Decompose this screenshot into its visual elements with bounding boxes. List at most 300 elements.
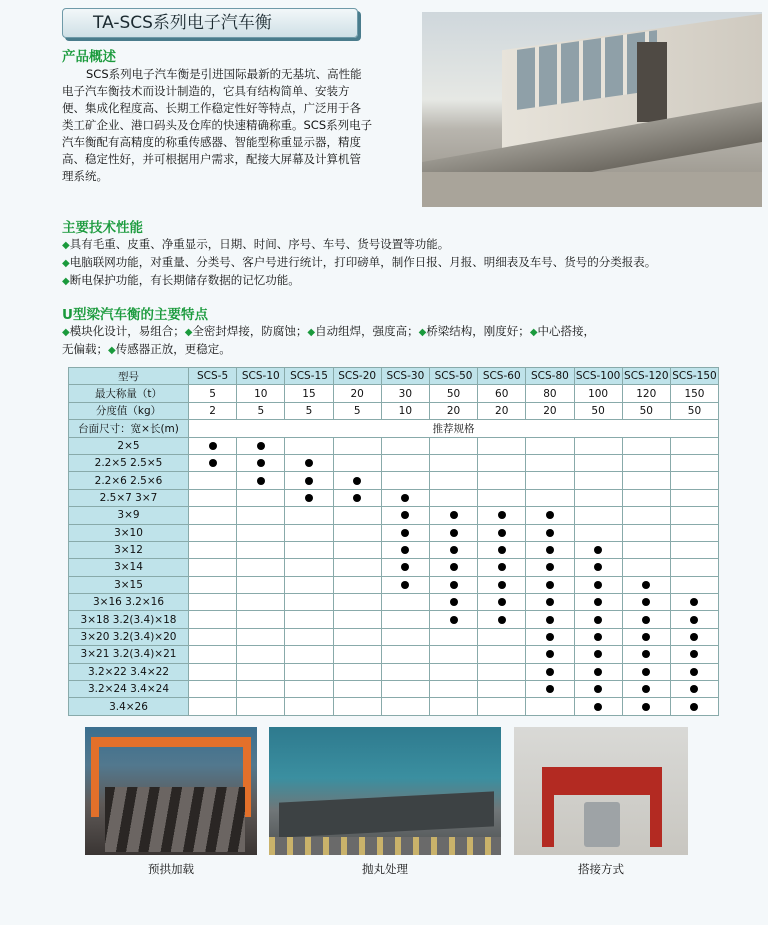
recommended-dot-icon [690, 616, 698, 624]
diamond-bullet-icon: ◆ [62, 258, 70, 269]
recommended-dot-icon [690, 598, 698, 606]
recommended-dot-icon [594, 616, 602, 624]
table-row [69, 454, 719, 471]
mark-cell [189, 611, 237, 628]
mark-cell [333, 611, 381, 628]
diamond-bullet-icon: ◆ [62, 240, 70, 251]
recommended-dot-icon [546, 546, 554, 554]
recommended-dot-icon [257, 477, 265, 485]
mark-cell [429, 663, 477, 680]
size-label: 2.2×5 2.5×5 [69, 454, 189, 471]
diamond-bullet-icon: ◆ [184, 327, 193, 338]
mark-cell [478, 489, 526, 506]
mark-cell [189, 559, 237, 576]
recommended-dot-icon [498, 529, 506, 537]
table-row [69, 576, 719, 593]
overview-line: 类工矿企业、港口码头及仓库的快速精确称重。SCS系列电子 [62, 118, 373, 132]
model-cell: SCS-150 [670, 368, 718, 385]
recommended-dot-icon [594, 563, 602, 571]
mark-cell [189, 681, 237, 698]
mark-cell [574, 681, 622, 698]
recommended-dot-icon [546, 511, 554, 519]
capacity-cell: 120 [622, 385, 670, 402]
ubeam-feature: 模块化设计，易组合； [69, 324, 185, 338]
mark-cell [622, 594, 670, 611]
mark-cell [478, 472, 526, 489]
recommended-dot-icon [594, 668, 602, 676]
mark-cell [574, 437, 622, 454]
mark-cell [189, 507, 237, 524]
caption-shot-blast: 抛丸处理 [362, 862, 408, 876]
division-header: 分度值（kg） [69, 402, 189, 419]
recommended-dot-icon [450, 598, 458, 606]
mark-cell [670, 524, 718, 541]
tech-item [62, 236, 449, 254]
recommended-dot-icon [546, 650, 554, 658]
model-cell: SCS-120 [622, 368, 670, 385]
recommended-dot-icon [642, 581, 650, 589]
mark-cell [526, 524, 574, 541]
mark-cell [381, 594, 429, 611]
mark-cell [670, 541, 718, 558]
mark-cell [381, 489, 429, 506]
table-row [69, 559, 719, 576]
recommended-dot-icon [690, 668, 698, 676]
recommended-dot-icon [257, 459, 265, 467]
diamond-bullet-icon: ◆ [307, 327, 316, 338]
model-header: 型号 [69, 368, 189, 385]
size-label: 3×18 3.2(3.4)×18 [69, 611, 189, 628]
ubeam-feature: 中心搭接， [537, 324, 596, 338]
table-row [69, 594, 719, 611]
mark-cell [622, 663, 670, 680]
capacity-cell: 60 [478, 385, 526, 402]
recommended-dot-icon [401, 529, 409, 537]
mark-cell [574, 663, 622, 680]
division-cell: 20 [429, 402, 477, 419]
mark-cell [333, 663, 381, 680]
capacity-row [69, 385, 719, 402]
mark-cell [622, 541, 670, 558]
mark-cell [333, 681, 381, 698]
recommended-dot-icon [498, 511, 506, 519]
recommended-dot-icon [690, 650, 698, 658]
caption-pre-arch: 预拱加载 [148, 862, 194, 876]
mark-cell [429, 541, 477, 558]
model-cell: SCS-80 [526, 368, 574, 385]
recommended-dot-icon [546, 616, 554, 624]
mark-cell [237, 507, 285, 524]
ubeam-feature: 桥梁结构，刚度好； [426, 324, 530, 338]
recommended-dot-icon [209, 459, 217, 467]
table-row [69, 663, 719, 680]
recommended-dot-icon [690, 703, 698, 711]
recommended-dot-icon [450, 546, 458, 554]
table-row [69, 507, 719, 524]
mark-cell [381, 628, 429, 645]
capacity-cell: 100 [574, 385, 622, 402]
ubeam-feature: 传感器正放，更稳定。 [115, 342, 231, 356]
mark-cell [237, 698, 285, 715]
mark-cell [189, 628, 237, 645]
recommended-dot-icon [594, 546, 602, 554]
recommended-dot-icon [401, 546, 409, 554]
mark-cell [189, 541, 237, 558]
recommended-dot-icon [594, 685, 602, 693]
size-label: 3×9 [69, 507, 189, 524]
recommended-dot-icon [690, 685, 698, 693]
mark-cell [574, 454, 622, 471]
size-label: 2.5×7 3×7 [69, 489, 189, 506]
mark-cell [237, 524, 285, 541]
mark-cell [574, 576, 622, 593]
size-label: 3.4×26 [69, 698, 189, 715]
mark-cell [189, 663, 237, 680]
mark-cell [285, 698, 333, 715]
size-label: 3.2×22 3.4×22 [69, 663, 189, 680]
recommended-dot-icon [642, 598, 650, 606]
mark-cell [574, 628, 622, 645]
recommended-dot-icon [498, 598, 506, 606]
mark-cell [237, 472, 285, 489]
mark-cell [478, 628, 526, 645]
mark-cell [429, 559, 477, 576]
mark-cell [285, 541, 333, 558]
ubeam-feature: 无偏载； [62, 342, 108, 356]
mark-cell [670, 576, 718, 593]
mark-cell [189, 437, 237, 454]
mark-cell [333, 576, 381, 593]
table-row [69, 472, 719, 489]
recommended-dot-icon [642, 616, 650, 624]
mark-cell [622, 454, 670, 471]
mark-cell [381, 611, 429, 628]
mark-cell [526, 698, 574, 715]
mark-cell [381, 524, 429, 541]
overview-line: 高、稳定性好，并可根据用户需求，配接大屏幕及计算机管 [62, 152, 361, 166]
mark-cell [189, 646, 237, 663]
mark-cell [670, 507, 718, 524]
mark-cell [574, 646, 622, 663]
mark-cell [526, 681, 574, 698]
overview-line: SCS系列电子汽车衡是引进国际最新的无基坑、高性能 [86, 67, 362, 81]
mark-cell [478, 611, 526, 628]
mark-cell [237, 663, 285, 680]
tech-item-text: 电脑联网功能，对重量、分类号、客户号进行统计，打印磅单，制作日报、月报、明细表及车号、货号的分类报表。 [69, 255, 657, 269]
diamond-bullet-icon: ◆ [529, 327, 538, 338]
division-cell: 5 [285, 402, 333, 419]
mark-cell [478, 559, 526, 576]
mark-cell [237, 489, 285, 506]
mark-cell [526, 541, 574, 558]
overview-line: 电子汽车衡技术而设计制造的，它具有结构简单、安装方 [62, 84, 350, 98]
mark-cell [381, 541, 429, 558]
mark-cell [381, 698, 429, 715]
tech-item [62, 254, 656, 272]
diamond-bullet-icon: ◆ [62, 276, 70, 287]
shot-blasting-photo [269, 727, 501, 855]
capacity-header: 最大称量（t） [69, 385, 189, 402]
mark-cell [237, 594, 285, 611]
division-cell: 5 [237, 402, 285, 419]
recommended-dot-icon [546, 685, 554, 693]
mark-cell [670, 437, 718, 454]
size-label: 3×10 [69, 524, 189, 541]
model-cell: SCS-60 [478, 368, 526, 385]
spec-table [68, 367, 719, 716]
model-cell: SCS-15 [285, 368, 333, 385]
mark-cell [526, 559, 574, 576]
mark-cell [478, 646, 526, 663]
mark-cell [285, 507, 333, 524]
mark-cell [574, 611, 622, 628]
mark-cell [237, 559, 285, 576]
mark-cell [285, 524, 333, 541]
capacity-cell: 80 [526, 385, 574, 402]
mark-cell [237, 576, 285, 593]
mark-cell [285, 681, 333, 698]
division-cell: 20 [478, 402, 526, 419]
mark-cell [333, 437, 381, 454]
mark-cell [285, 628, 333, 645]
mark-cell [285, 559, 333, 576]
model-cell: SCS-10 [237, 368, 285, 385]
model-cell: SCS-30 [381, 368, 429, 385]
capacity-cell: 150 [670, 385, 718, 402]
diamond-bullet-icon: ◆ [62, 327, 70, 338]
mark-cell [333, 628, 381, 645]
mark-cell [381, 646, 429, 663]
overview-line: 汽车衡配有高精度的称重传感器、智能型称重显示器，精度 [62, 135, 361, 149]
mark-cell [622, 559, 670, 576]
overlap-joint-photo [514, 727, 688, 855]
recommended-dot-icon [498, 616, 506, 624]
recommended-dot-icon [498, 563, 506, 571]
division-cell: 5 [333, 402, 381, 419]
mark-cell [285, 472, 333, 489]
capacity-cell: 15 [285, 385, 333, 402]
mark-cell [574, 698, 622, 715]
mark-cell [670, 559, 718, 576]
recommended-dot-icon [594, 581, 602, 589]
model-cell: SCS-20 [333, 368, 381, 385]
mark-cell [285, 454, 333, 471]
mark-cell [574, 541, 622, 558]
mark-cell [622, 646, 670, 663]
mark-cell [333, 594, 381, 611]
mark-cell [189, 698, 237, 715]
mark-cell [189, 524, 237, 541]
recommended-dot-icon [546, 563, 554, 571]
recommended-dot-icon [401, 581, 409, 589]
recommended-dot-icon [450, 511, 458, 519]
mark-cell [526, 437, 574, 454]
size-label: 2.2×6 2.5×6 [69, 472, 189, 489]
mark-cell [429, 628, 477, 645]
recommended-dot-icon [401, 494, 409, 502]
mark-cell [526, 663, 574, 680]
recommended-dot-icon [257, 442, 265, 450]
size-label: 3×21 3.2(3.4)×21 [69, 646, 189, 663]
mark-cell [526, 594, 574, 611]
division-cell: 10 [381, 402, 429, 419]
mark-cell [333, 541, 381, 558]
recommended-dot-icon [642, 685, 650, 693]
recommended-dot-icon [594, 633, 602, 641]
table-row [69, 698, 719, 715]
overview-line: 理系统。 [62, 169, 108, 183]
mark-cell [429, 594, 477, 611]
mark-cell [574, 559, 622, 576]
mark-cell [189, 454, 237, 471]
mark-cell [333, 454, 381, 471]
recommended-dot-icon [450, 563, 458, 571]
mark-cell [333, 698, 381, 715]
recommended-dot-icon [209, 442, 217, 450]
capacity-cell: 5 [189, 385, 237, 402]
mark-cell [526, 507, 574, 524]
mark-cell [670, 628, 718, 645]
size-label: 3×14 [69, 559, 189, 576]
mark-cell [478, 681, 526, 698]
page-title: TA-SCS系列电子汽车衡 [62, 8, 358, 38]
size-label: 3×15 [69, 576, 189, 593]
mark-cell [622, 472, 670, 489]
table-row [69, 437, 719, 454]
mark-cell [333, 559, 381, 576]
overview-line: 便、集成化程度高、长期工作稳定性好等特点，广泛用于各 [62, 101, 361, 115]
mark-cell [237, 681, 285, 698]
mark-cell [237, 541, 285, 558]
division-cell: 20 [526, 402, 574, 419]
mark-cell [670, 646, 718, 663]
mark-cell [285, 646, 333, 663]
pre-arch-loading-photo [85, 727, 257, 855]
mark-cell [333, 489, 381, 506]
tech-item [62, 272, 300, 290]
recommend-header: 推荐规格 [189, 420, 719, 437]
mark-cell [429, 454, 477, 471]
recommended-dot-icon [353, 477, 361, 485]
mark-cell [429, 698, 477, 715]
mark-cell [670, 698, 718, 715]
recommended-dot-icon [305, 459, 313, 467]
mark-cell [526, 611, 574, 628]
recommended-dot-icon [546, 598, 554, 606]
table-row [69, 646, 719, 663]
recommended-dot-icon [546, 633, 554, 641]
mark-cell [333, 524, 381, 541]
mark-cell [429, 681, 477, 698]
tech-item-text: 断电保护功能，有长期储存数据的记忆功能。 [69, 273, 300, 287]
tech-heading: 主要技术性能 [62, 220, 143, 236]
recommended-dot-icon [305, 494, 313, 502]
mark-cell [381, 472, 429, 489]
mark-cell [670, 594, 718, 611]
mark-cell [381, 681, 429, 698]
mark-cell [237, 437, 285, 454]
mark-cell [478, 576, 526, 593]
mark-cell [429, 437, 477, 454]
size-header-row [69, 420, 719, 437]
mark-cell [526, 576, 574, 593]
model-row [69, 368, 719, 385]
capacity-cell: 20 [333, 385, 381, 402]
mark-cell [670, 611, 718, 628]
mark-cell [189, 489, 237, 506]
table-row [69, 541, 719, 558]
mark-cell [526, 454, 574, 471]
mark-cell [670, 472, 718, 489]
ubeam-features-line1 [62, 323, 595, 341]
mark-cell [381, 507, 429, 524]
mark-cell [478, 454, 526, 471]
mark-cell [478, 524, 526, 541]
mark-cell [526, 646, 574, 663]
recommended-dot-icon [642, 668, 650, 676]
ubeam-heading: U型梁汽车衡的主要特点 [62, 307, 208, 323]
mark-cell [622, 681, 670, 698]
mark-cell [381, 576, 429, 593]
mark-cell [429, 489, 477, 506]
mark-cell [285, 663, 333, 680]
mark-cell [670, 489, 718, 506]
size-label: 3×16 3.2×16 [69, 594, 189, 611]
mark-cell [237, 611, 285, 628]
mark-cell [622, 576, 670, 593]
division-row [69, 402, 719, 419]
mark-cell [381, 559, 429, 576]
caption-overlap: 搭接方式 [578, 862, 624, 876]
recommended-dot-icon [594, 598, 602, 606]
table-row [69, 628, 719, 645]
recommended-dot-icon [450, 529, 458, 537]
mark-cell [237, 628, 285, 645]
mark-cell [189, 594, 237, 611]
mark-cell [429, 524, 477, 541]
ubeam-feature: 自动组焊，强度高； [315, 324, 419, 338]
mark-cell [381, 663, 429, 680]
mark-cell [622, 437, 670, 454]
mark-cell [622, 489, 670, 506]
overview-heading: 产品概述 [62, 49, 116, 65]
mark-cell [429, 472, 477, 489]
size-header: 台面尺寸：宽×长(m) [69, 420, 189, 437]
recommended-dot-icon [642, 633, 650, 641]
division-cell: 50 [622, 402, 670, 419]
model-cell: SCS-50 [429, 368, 477, 385]
mark-cell [478, 663, 526, 680]
recommended-dot-icon [594, 650, 602, 658]
division-cell: 50 [670, 402, 718, 419]
size-label: 3×12 [69, 541, 189, 558]
tech-item-text: 具有毛重、皮重、净重显示，日期、时间、序号、车号、货号设置等功能。 [69, 237, 450, 251]
mark-cell [574, 472, 622, 489]
mark-cell [526, 472, 574, 489]
mark-cell [526, 628, 574, 645]
mark-cell [670, 663, 718, 680]
recommended-dot-icon [450, 581, 458, 589]
recommended-dot-icon [546, 529, 554, 537]
mark-cell [478, 507, 526, 524]
recommended-dot-icon [642, 703, 650, 711]
mark-cell [285, 576, 333, 593]
division-cell: 2 [189, 402, 237, 419]
recommended-dot-icon [498, 581, 506, 589]
mark-cell [622, 628, 670, 645]
model-cell: SCS-100 [574, 368, 622, 385]
mark-cell [429, 576, 477, 593]
